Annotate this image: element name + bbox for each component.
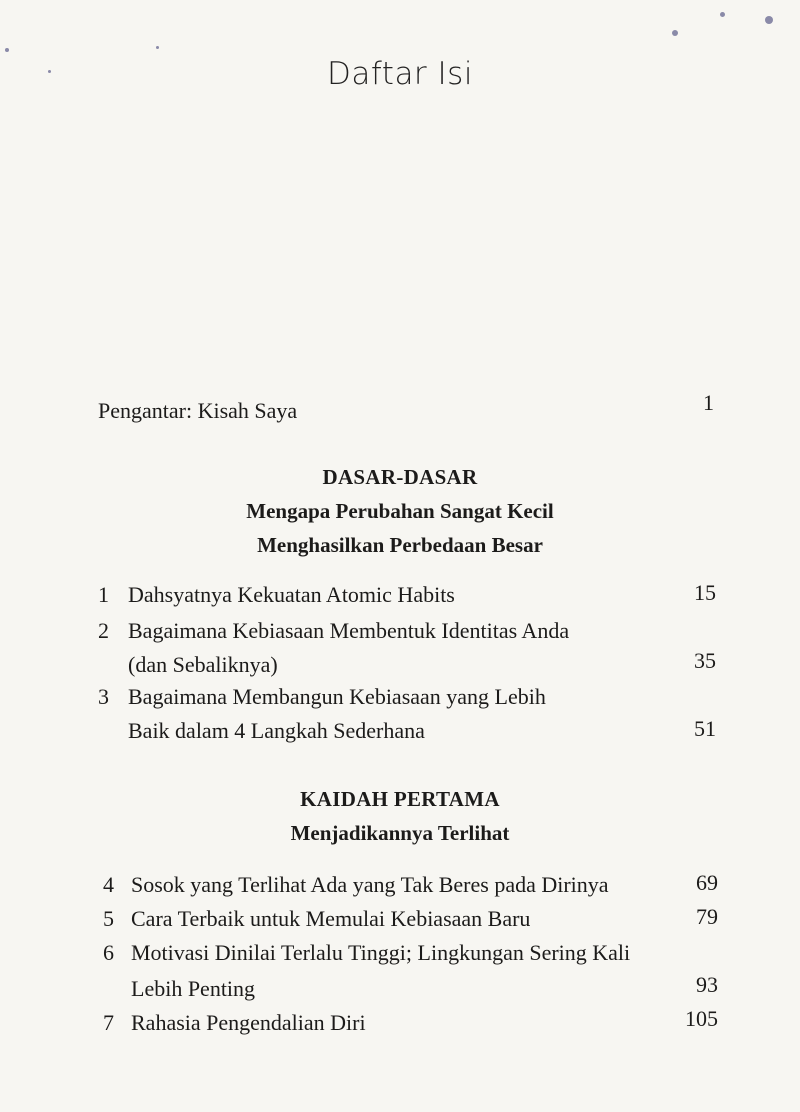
- toc-page-number: 51: [694, 716, 716, 741]
- chapter-title-line: Baik dalam 4 Langkah Sederhana: [128, 718, 425, 743]
- chapter-number: 5: [103, 906, 114, 931]
- toc-page-number: 79: [696, 904, 718, 929]
- scan-speck: [5, 48, 9, 52]
- toc-page-number: 35: [694, 648, 716, 673]
- chapter-title-line: Dahsyatnya Kekuatan Atomic Habits: [128, 582, 455, 607]
- chapter-number: 1: [98, 582, 109, 607]
- section-heading: KAIDAH PERTAMA: [300, 787, 500, 811]
- scan-speck: [672, 30, 678, 36]
- toc-page-number: 69: [696, 870, 718, 895]
- toc-preface-label: Pengantar: Kisah Saya: [98, 398, 298, 423]
- chapter-title-line: Cara Terbaik untuk Memulai Kebiasaan Baru: [131, 906, 531, 931]
- section-subtitle-line: Menjadikannya Terlihat: [290, 821, 510, 845]
- toc-page-number: 93: [696, 972, 718, 997]
- chapter-number: 2: [98, 618, 109, 643]
- section-subtitle-line: Mengapa Perubahan Sangat Kecil: [246, 499, 554, 523]
- chapter-title-line: Sosok yang Terlihat Ada yang Tak Beres pada Dirinya: [131, 872, 609, 897]
- toc-page-number: 1: [703, 390, 714, 415]
- toc-page-number: 15: [694, 580, 716, 605]
- page-title: Daftar Isi: [327, 56, 473, 92]
- chapter-title-line: (dan Sebaliknya): [128, 652, 278, 677]
- section-heading: DASAR-DASAR: [322, 465, 478, 489]
- chapter-number: 4: [103, 872, 114, 897]
- chapter-title-line: Rahasia Pengendalian Diri: [131, 1010, 366, 1035]
- scan-speck: [156, 46, 159, 49]
- chapter-title-line: Bagaimana Kebiasaan Membentuk Identitas Anda: [128, 618, 570, 643]
- chapter-title-line: Bagaimana Membangun Kebiasaan yang Lebih: [128, 684, 546, 709]
- chapter-number: 6: [103, 940, 114, 965]
- chapter-number: 3: [98, 684, 109, 709]
- section-subtitle-line: Menghasilkan Perbedaan Besar: [257, 533, 543, 557]
- toc-page-number: 105: [685, 1006, 718, 1031]
- scan-speck: [720, 12, 725, 17]
- chapter-number: 7: [103, 1010, 114, 1035]
- scan-speck: [765, 16, 773, 24]
- chapter-title-line: Motivasi Dinilai Terlalu Tinggi; Lingkungan Sering Kali: [131, 940, 631, 965]
- chapter-title-line: Lebih Penting: [131, 976, 256, 1001]
